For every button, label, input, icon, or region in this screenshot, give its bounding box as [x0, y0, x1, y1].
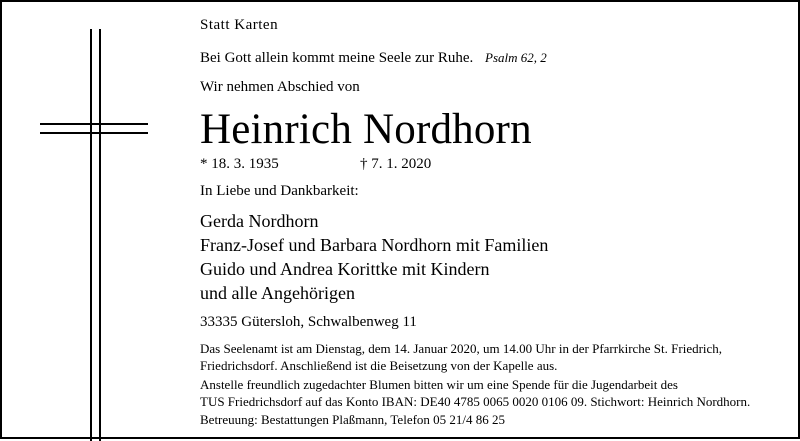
donation-line: Anstelle freundlich zugedachter Blumen bitten wir um eine Spende für die Jugendarbeit des: [200, 377, 678, 392]
seelenamt-line: Das Seelenamt ist am Dienstag, dem 14. Januar 2020, um 14.00 Uhr in der Pfarrkirche St. Friedrich,: [200, 341, 723, 356]
birth-date: * 18. 3. 1935: [200, 156, 279, 172]
funeral-director-info: Betreuung: Bestattungen Plaßmann, Telefon 05 21/4 86 25: [200, 412, 506, 427]
cross-horizontal-line-top: [40, 123, 148, 125]
cross-icon: [2, 2, 202, 441]
mourner-item: Franz-Josef und Barbara Nordhorn mit Familien: [200, 235, 549, 255]
donation-info: [200, 376, 750, 410]
motto-text: Bei Gott allein kommt meine Seele zur Ruhe.: [200, 50, 474, 66]
address: 33335 Gütersloh, Schwalbenweg 11: [200, 314, 417, 330]
deceased-name: Heinrich Nordhorn: [200, 106, 532, 153]
cross-vertical-line-right: [99, 29, 101, 441]
mourners-list: [200, 209, 548, 305]
cross-horizontal-line-bottom: [40, 132, 148, 134]
header-statt-karten: Statt Karten: [200, 17, 279, 33]
mourner-item: und alle Angehörigen: [200, 283, 355, 303]
cross-vertical-line-left: [90, 29, 92, 441]
death-date: † 7. 1. 2020: [360, 156, 432, 172]
mourner-item: Guido und Andrea Korittke mit Kindern: [200, 259, 490, 279]
motto-line: [200, 50, 547, 67]
mourner-item: Gerda Nordhorn: [200, 211, 319, 231]
seelenamt-line: Friedrichsdorf. Anschließend ist die Beisetzung von der Kapelle aus.: [200, 358, 558, 373]
donation-line: TUS Friedrichsdorf auf das Konto IBAN: DE40 4785 0065 0020 0106 09. Stichwort: Heinrich Nordhorn.: [200, 394, 751, 409]
gratitude-text: In Liebe und Dankbarkeit:: [200, 183, 359, 199]
motto-reference: Psalm 62, 2: [485, 50, 547, 65]
farewell-text: Wir nehmen Abschied von: [200, 79, 360, 95]
seelenamt-info: [200, 340, 722, 374]
